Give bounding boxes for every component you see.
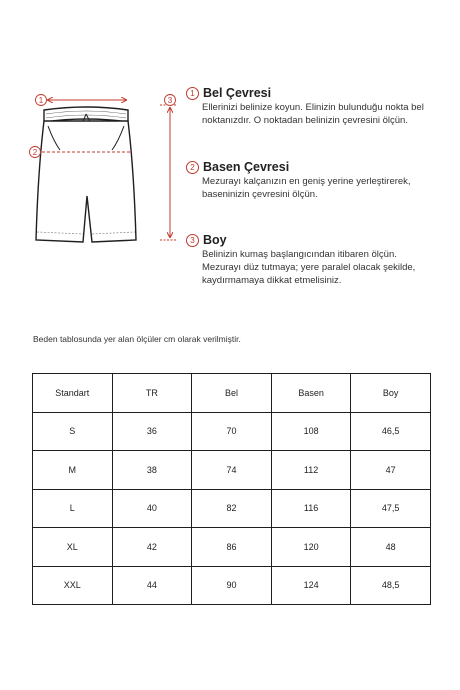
table-cell: 48,5 [351, 566, 431, 605]
table-cell: XXL [33, 566, 113, 605]
table-cell: 48 [351, 528, 431, 567]
table-cell: 120 [271, 528, 351, 567]
header-cell: TR [112, 374, 192, 413]
number-badge: 1 [186, 87, 199, 100]
number-badge: 2 [186, 161, 199, 174]
table-cell: 47,5 [351, 489, 431, 528]
table-cell: 44 [112, 566, 192, 605]
table-cell: 74 [192, 451, 272, 490]
measure-title: Boy [203, 233, 227, 247]
measure-title: Basen Çevresi [203, 160, 290, 174]
table-cell: 90 [192, 566, 272, 605]
table-row [33, 489, 431, 528]
table-cell: 38 [112, 451, 192, 490]
table-cell: 46,5 [351, 412, 431, 451]
measure-desc: Mezurayı kalçanızın en geniş yerine yerleştirerek, baseninizin çevresini ölçün. [202, 176, 411, 200]
table-cell: 112 [271, 451, 351, 490]
table-cell: 82 [192, 489, 272, 528]
table-cell: 36 [112, 412, 192, 451]
measure-title: Bel Çevresi [203, 86, 272, 100]
header-cell: Bel [192, 374, 272, 413]
table-cell: 40 [112, 489, 192, 528]
table-row [33, 566, 431, 605]
measure-hip [186, 160, 456, 201]
shorts-diagram [0, 0, 190, 260]
table-cell: S [33, 412, 113, 451]
table-cell: 70 [192, 412, 272, 451]
marker-3-label: 3 [167, 96, 173, 105]
table-row [33, 412, 431, 451]
number-badge: 3 [186, 234, 199, 247]
marker-1-label: 1 [38, 96, 44, 105]
shorts-body [36, 121, 136, 242]
table-cell: 116 [271, 489, 351, 528]
table-cell: 108 [271, 412, 351, 451]
header-cell: Standart [33, 374, 113, 413]
units-note: Beden tablosunda yer alan ölçüler cm olarak verilmiştir. [33, 334, 241, 344]
table-cell: 124 [271, 566, 351, 605]
measure-desc: Ellerinizi belinize koyun. Elinizin bulunduğu nokta bel noktanızdır. O noktadan belinizin çevresini ölçün. [202, 102, 424, 126]
table-cell: 42 [112, 528, 192, 567]
table-cell: XL [33, 528, 113, 567]
header-cell: Boy [351, 374, 431, 413]
measure-waist [186, 86, 456, 127]
table-row [33, 451, 431, 490]
table-header-row [33, 374, 431, 413]
size-table [32, 373, 431, 605]
table-cell: L [33, 489, 113, 528]
measure-desc: Belinizin kumaş başlangıcından itibaren ölçün. Mezurayı düz tutmaya; yere paralel olacak şekilde, kaydırmamaya dikkat etmelisiniz. [202, 249, 416, 286]
table-cell: 86 [192, 528, 272, 567]
marker-2-label: 2 [32, 148, 38, 157]
table-cell: M [33, 451, 113, 490]
measure-length [186, 233, 456, 287]
table-row [33, 528, 431, 567]
table-cell: 47 [351, 451, 431, 490]
header-cell: Basen [271, 374, 351, 413]
